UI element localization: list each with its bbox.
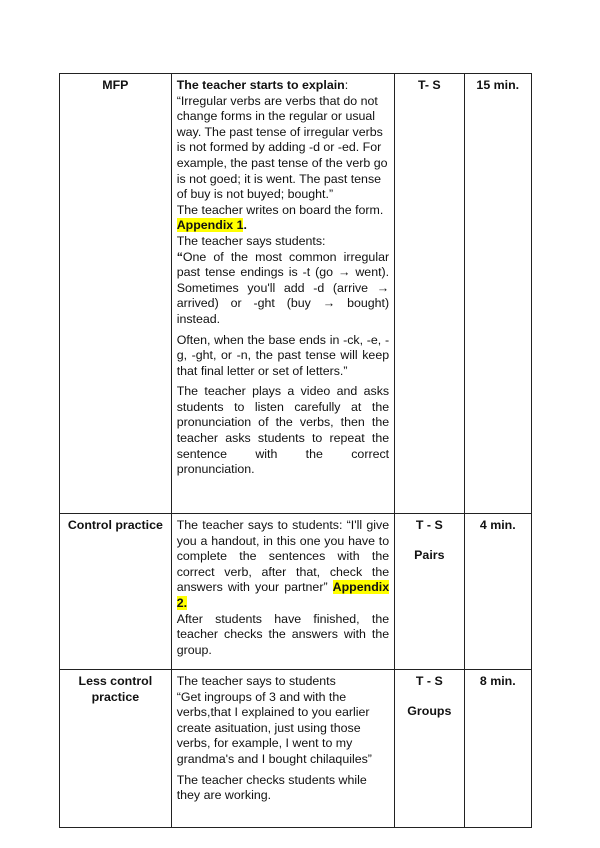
procedure-text: : “Irregular verbs are verbs that do not change forms in the regular or usual way. The past tense of irregular verbs is not formed by adding -d or -ed. For example, the past tense of the verb go is not goed; it is went. The past tense of buy is not buyed; bought.”: [176, 78, 388, 202]
procedure-paragraph: [177, 250, 389, 328]
procedure-paragraph: [177, 78, 389, 203]
procedure-text: One of the most common irregular past tense endings is -t (go → went). Sometimes you'll add -d (arrive → arrived) or -ght (buy → bought) instead.: [176, 249, 390, 326]
procedure-text: The teacher says to students: “I'll give you a handout, in this one you have to complete the sentences with the correct verb, after that, check the answers with your partner”: [176, 518, 390, 595]
stage-label: MFP: [102, 78, 129, 92]
time-cell: [464, 670, 531, 828]
procedure-paragraph: [177, 518, 389, 612]
table-row-mfp: [60, 74, 532, 514]
stage-label: Control practice: [67, 518, 163, 532]
procedure-paragraph: The teacher checks students while they are working.: [176, 772, 367, 803]
stage-label: Less control practice: [78, 674, 153, 704]
stage-cell: [60, 670, 172, 828]
procedure-text: .: [243, 218, 247, 233]
interaction-cell: [395, 670, 464, 828]
procedure-text: The teacher says students:: [176, 233, 326, 248]
lesson-plan-table: [59, 73, 532, 828]
procedure-paragraph: Often, when the base ends in -ck, -e, -g, -ght, or -n, the past tense will keep that final letter or set of letters.”: [176, 332, 390, 378]
time-label: 8 min.: [479, 674, 516, 688]
procedure-paragraph: The teacher says to students: [176, 674, 336, 688]
grouping-label: Groups: [407, 703, 452, 718]
interaction-label: T- S: [417, 78, 441, 92]
stage-cell: [60, 514, 172, 670]
procedure-paragraph: [177, 203, 389, 234]
procedure-cell: [171, 670, 394, 828]
grouping-label: Pairs: [414, 547, 445, 562]
time-cell: [464, 74, 531, 514]
procedure-heading: The teacher starts to explain: [176, 78, 345, 92]
procedure-cell: [171, 74, 394, 514]
interaction-cell: [395, 514, 464, 670]
table-row-less-control-practice: [60, 670, 532, 828]
appendix-highlight: Appendix 1: [176, 218, 244, 233]
interaction-label: T - S: [415, 674, 443, 688]
procedure-paragraph: After students have finished, the teacher checks the answers with the group.: [176, 611, 390, 657]
procedure-text: The teacher writes on board the form.: [176, 202, 384, 217]
appendix-highlight: Appendix 2.: [176, 580, 390, 610]
interaction-label: T - S: [415, 518, 443, 532]
procedure-paragraph: [177, 234, 389, 250]
quote-mark: “: [176, 249, 183, 264]
time-label: 15 min.: [476, 78, 520, 92]
procedure-paragraph: “Get ingroups of 3 and with the verbs,that I explained to you earlier create asituation, just using those verbs, for example, I went to my grandma's and I bought chilaquiles”: [176, 689, 372, 766]
stage-cell: [60, 74, 172, 514]
table-row-control-practice: [60, 514, 532, 670]
time-label: 4 min.: [479, 518, 516, 532]
procedure-paragraph: The teacher plays a video and asks students to listen carefully at the pronunciation of the verbs, then the teacher asks students to repeat the sentence with the correct pronunciation.: [176, 384, 390, 477]
procedure-cell: [171, 514, 394, 670]
interaction-cell: [395, 74, 464, 514]
time-cell: [464, 514, 531, 670]
